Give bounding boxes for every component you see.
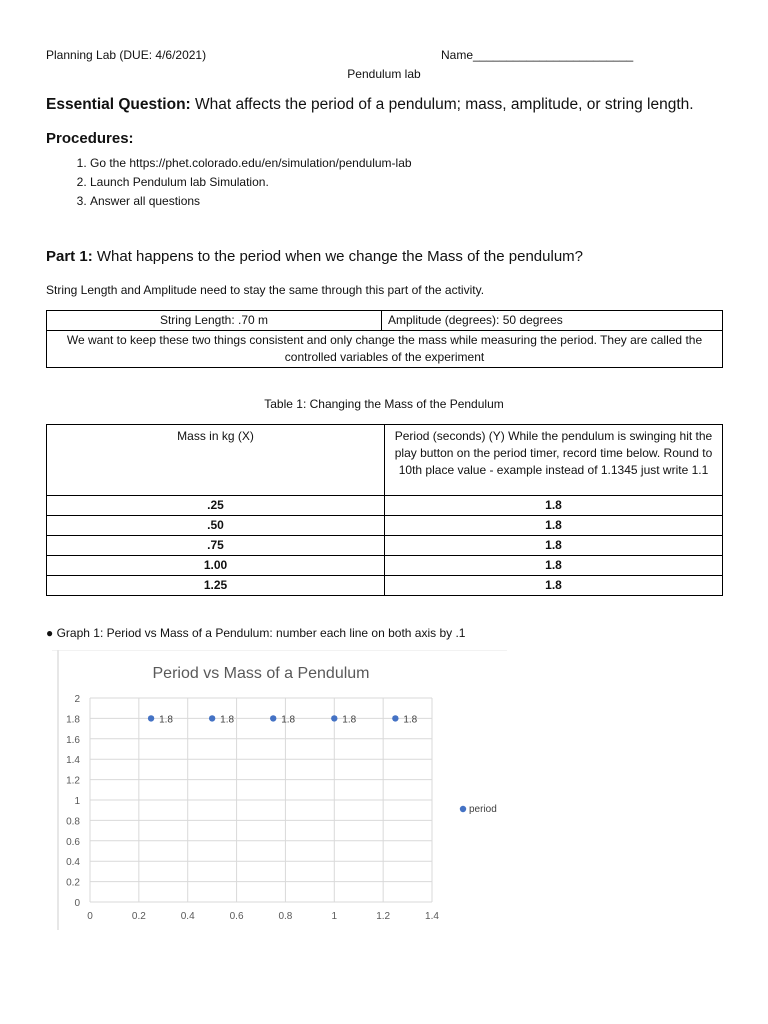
graph-caption: ● Graph 1: Period vs Mass of a Pendulum: number each line on both axis by .1 (46, 626, 466, 640)
mass-cell: .25 (47, 496, 385, 516)
essential-question-text: What affects the period of a pendulum; mass, amplitude, or string length. (190, 96, 694, 113)
procedure-step: 1. Go the https://phet.colorado.edu/en/simulation/pendulum-lab (90, 154, 412, 173)
header-name-field: Name________________________ (441, 48, 634, 62)
essential-question-label: Essential Question: (46, 96, 191, 113)
procedures-heading: Procedures: (46, 130, 134, 147)
y-tick-label: 1.2 (66, 775, 80, 787)
table1-caption: Table 1: Changing the Mass of the Pendulum (264, 397, 504, 411)
y-tick-label: 1.8 (66, 714, 80, 726)
x-tick-label: 1.2 (376, 911, 391, 922)
x-tick-label: 1 (331, 911, 338, 922)
part1-note: String Length and Amplitude need to stay the same through this part of the activity. (46, 283, 485, 297)
x-tick-label: 0.6 (229, 911, 244, 922)
period-vs-mass-chart (52, 650, 512, 935)
y-tick-label: 1.6 (66, 734, 80, 746)
y-tick-label: 0.4 (66, 857, 80, 869)
controlled-explanation-cell: We want to keep these two things consistent and only change the mass while measuring the period. They are called the controlled variables of the experiment (47, 331, 723, 368)
table-row (47, 536, 723, 556)
period-cell: 1.8 (385, 556, 723, 576)
data-point (148, 715, 154, 721)
data-point (209, 715, 215, 721)
mass-column-header: Mass in kg (X) (47, 425, 385, 496)
x-tick-label: 1.4 (425, 911, 439, 922)
part1-text: What happens to the period when we change the Mass of the pendulum? (92, 248, 584, 265)
mass-cell: 1.00 (47, 556, 385, 576)
y-tick-label: 0 (74, 898, 80, 909)
x-tick-label: 0.4 (180, 911, 195, 922)
procedure-step: 3. Answer all questions (90, 192, 412, 211)
string-length-cell: String Length: .70 m (47, 311, 382, 331)
x-tick-label: 0.2 (131, 911, 146, 922)
mass-cell: .75 (47, 536, 385, 556)
period-cell: 1.8 (385, 516, 723, 536)
y-tick-label: 0.6 (66, 836, 80, 848)
data-label: 1.8 (342, 714, 357, 726)
legend-label: period (469, 804, 497, 815)
y-tick-label: 0.8 (66, 816, 80, 828)
mass-cell: .50 (47, 516, 385, 536)
period-cell: 1.8 (385, 576, 723, 596)
document-title: Pendulum lab (347, 67, 421, 81)
chart-title: Period vs Mass of a Pendulum (152, 665, 370, 682)
period-cell: 1.8 (385, 536, 723, 556)
period-cell: 1.8 (385, 496, 723, 516)
data-label: 1.8 (220, 714, 235, 726)
procedures-list (46, 154, 412, 211)
amplitude-cell: Amplitude (degrees): 50 degrees (382, 311, 723, 331)
data-point (392, 715, 398, 721)
header-lab-due: Planning Lab (DUE: 4/6/2021) (46, 48, 207, 62)
essential-question (46, 96, 694, 114)
period-column-header: Period (seconds) (Y) While the pendulum is swinging hit the play button on the period timer, record time below. Round to 10th place value - example instead of 1.1345 just write 1.1 (385, 425, 723, 496)
data-label: 1.8 (159, 714, 173, 726)
controlled-variables-table (46, 310, 723, 368)
table-row (47, 496, 723, 516)
y-tick-label: 1 (74, 796, 80, 807)
part1-question (46, 248, 583, 265)
table-row (47, 576, 723, 596)
table-row (47, 556, 723, 576)
x-tick-label: 0 (87, 911, 93, 922)
y-tick-label: 2 (74, 694, 80, 705)
table-row (47, 516, 723, 536)
mass-period-table (46, 424, 723, 596)
legend-marker (460, 806, 466, 812)
x-tick-label: 0.8 (278, 911, 293, 922)
data-label: 1.8 (403, 714, 418, 726)
y-tick-label: 1.4 (66, 755, 80, 767)
procedure-step: 2. Launch Pendulum lab Simulation. (90, 173, 412, 192)
part1-label: Part 1: (46, 248, 93, 265)
data-point (331, 715, 337, 721)
mass-cell: 1.25 (47, 576, 385, 596)
data-point (270, 715, 276, 721)
y-tick-label: 0.2 (66, 877, 80, 889)
data-label: 1.8 (281, 714, 296, 726)
